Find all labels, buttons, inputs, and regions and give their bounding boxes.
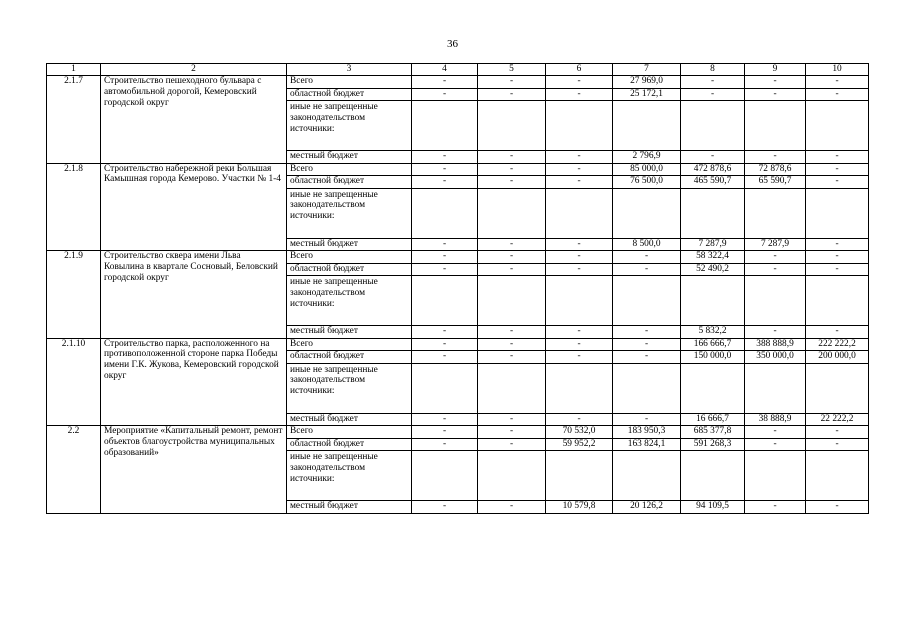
value-cell: - [681,76,745,89]
value-cell: - [806,76,869,89]
budget-table [46,63,869,514]
empty-cell [412,363,478,413]
column-header: 5 [478,64,546,76]
value-cell: - [412,413,478,426]
value-cell: 166 666,7 [681,338,745,351]
value-cell: - [546,151,613,164]
empty-cell [546,276,613,326]
value-cell: 5 832,2 [681,326,745,339]
value-cell: 222 222,2 [806,338,869,351]
value-cell: 465 590,7 [681,176,745,189]
value-cell: - [478,151,546,164]
empty-cell [745,451,806,501]
value-cell: - [412,426,478,439]
empty-cell [681,451,745,501]
value-cell: 59 952,2 [546,438,613,451]
value-cell: 200 000,0 [806,351,869,364]
column-header: 9 [745,64,806,76]
value-cell: - [806,88,869,101]
value-cell: 8 500,0 [613,238,681,251]
empty-cell [681,101,745,151]
value-cell: - [412,326,478,339]
value-cell: - [806,263,869,276]
item-name: Строительство сквера имени Льва Ковылина в квартале Сосновый, Беловский городской округ [101,251,287,339]
value-cell: - [613,413,681,426]
value-cell: - [745,426,806,439]
item-code: 2.1.7 [47,76,101,164]
value-cell: 85 000,0 [613,163,681,176]
empty-cell [412,188,478,238]
value-cell: 22 222,2 [806,413,869,426]
value-cell: - [745,501,806,514]
item-name: Мероприятие «Капитальный ремонт, ремонт объектов благоустройства муниципальных образований» [101,426,287,514]
value-cell: 183 950,3 [613,426,681,439]
column-header: 10 [806,64,869,76]
empty-cell [745,101,806,151]
value-cell: - [478,351,546,364]
value-cell: - [806,251,869,264]
empty-cell [412,101,478,151]
column-header: 2 [101,64,287,76]
empty-cell [681,188,745,238]
source-label: местный бюджет [287,238,412,251]
page-number: 36 [447,38,458,50]
value-cell: - [412,438,478,451]
value-cell: - [478,501,546,514]
value-cell: 25 172,1 [613,88,681,101]
source-label: местный бюджет [287,501,412,514]
value-cell: - [412,151,478,164]
source-label: Всего [287,251,412,264]
empty-cell [546,451,613,501]
value-cell: - [478,76,546,89]
source-label: иные не запрещенные законодательством источники: [287,276,412,326]
column-header: 8 [681,64,745,76]
value-cell: - [546,263,613,276]
value-cell: - [546,238,613,251]
value-cell: 7 287,9 [745,238,806,251]
value-cell: 150 000,0 [681,351,745,364]
table-row [47,163,869,176]
value-cell: 52 490,2 [681,263,745,276]
value-cell: 70 532,0 [546,426,613,439]
source-label: иные не запрещенные законодательством источники: [287,363,412,413]
value-cell: 20 126,2 [613,501,681,514]
empty-cell [546,188,613,238]
value-cell: - [806,326,869,339]
value-cell: - [806,176,869,189]
empty-cell [478,188,546,238]
value-cell: - [412,338,478,351]
source-label: местный бюджет [287,151,412,164]
value-cell: - [806,501,869,514]
table-body [47,64,869,514]
value-cell: - [745,326,806,339]
empty-cell [806,451,869,501]
item-name: Строительство пешеходного бульвара с автомобильной дорогой, Кемеровский городской округ [101,76,287,164]
empty-cell [745,276,806,326]
item-code: 2.1.9 [47,251,101,339]
value-cell: - [478,413,546,426]
value-cell: 65 590,7 [745,176,806,189]
value-cell: 38 888,9 [745,413,806,426]
empty-cell [745,363,806,413]
empty-cell [806,188,869,238]
empty-cell [478,276,546,326]
empty-cell [806,276,869,326]
empty-cell [613,101,681,151]
empty-cell [613,363,681,413]
value-cell: - [478,251,546,264]
value-cell: - [412,351,478,364]
value-cell: - [478,263,546,276]
value-cell: - [806,238,869,251]
value-cell: 685 377,8 [681,426,745,439]
value-cell: - [681,151,745,164]
value-cell: - [412,163,478,176]
source-label: местный бюджет [287,413,412,426]
value-cell: 72 878,6 [745,163,806,176]
value-cell: - [412,76,478,89]
source-label: Всего [287,426,412,439]
empty-cell [681,363,745,413]
value-cell: - [412,238,478,251]
value-cell: - [806,151,869,164]
empty-cell [806,101,869,151]
empty-cell [546,101,613,151]
value-cell: - [478,326,546,339]
empty-cell [681,276,745,326]
source-label: областной бюджет [287,351,412,364]
item-name: Строительство парка, расположенного на противоположенной стороне парка Победы имени Г.К. Жукова, Кемеровский городской округ [101,338,287,426]
value-cell: 16 666,7 [681,413,745,426]
value-cell: 94 109,5 [681,501,745,514]
empty-cell [412,276,478,326]
empty-cell [806,363,869,413]
value-cell: - [806,438,869,451]
value-cell: - [546,163,613,176]
value-cell: - [478,238,546,251]
value-cell: 163 824,1 [613,438,681,451]
source-label: областной бюджет [287,176,412,189]
value-cell: - [478,438,546,451]
value-cell: - [745,88,806,101]
value-cell: - [613,351,681,364]
value-cell: - [745,263,806,276]
column-header: 7 [613,64,681,76]
item-code: 2.2 [47,426,101,514]
value-cell: 591 268,3 [681,438,745,451]
value-cell: - [546,76,613,89]
value-cell: - [412,501,478,514]
value-cell: - [412,263,478,276]
value-cell: - [412,88,478,101]
table-row [47,338,869,351]
empty-cell [478,363,546,413]
value-cell: - [613,251,681,264]
value-cell: 350 000,0 [745,351,806,364]
source-label: Всего [287,163,412,176]
value-cell: - [478,88,546,101]
value-cell: - [478,163,546,176]
empty-cell [613,276,681,326]
value-cell: - [546,88,613,101]
value-cell: - [412,251,478,264]
source-label: иные не запрещенные законодательством источники: [287,451,412,501]
value-cell: - [806,163,869,176]
value-cell: - [478,338,546,351]
source-label: областной бюджет [287,88,412,101]
value-cell: 27 969,0 [613,76,681,89]
value-cell: - [546,351,613,364]
value-cell: 472 878,6 [681,163,745,176]
column-header: 3 [287,64,412,76]
item-name: Строительство набережной реки Большая Камышная города Кемерово. Участки № 1-4 [101,163,287,251]
empty-cell [412,451,478,501]
value-cell: - [478,176,546,189]
source-label: иные не запрещенные законодательством источники: [287,101,412,151]
empty-cell [478,451,546,501]
empty-cell [745,188,806,238]
value-cell: - [546,413,613,426]
item-code: 2.1.10 [47,338,101,426]
value-cell: 2 796,9 [613,151,681,164]
value-cell: 388 888,9 [745,338,806,351]
source-label: Всего [287,76,412,89]
source-label: иные не запрещенные законодательством источники: [287,188,412,238]
value-cell: - [546,176,613,189]
value-cell: - [745,151,806,164]
value-cell: - [681,88,745,101]
empty-cell [478,101,546,151]
value-cell: - [613,326,681,339]
value-cell: - [745,76,806,89]
source-label: Всего [287,338,412,351]
value-cell: 10 579,8 [546,501,613,514]
table-row [47,426,869,439]
value-cell: - [478,426,546,439]
value-cell: 58 322,4 [681,251,745,264]
empty-cell [613,188,681,238]
value-cell: - [546,251,613,264]
column-header: 4 [412,64,478,76]
value-cell: - [806,426,869,439]
column-header: 6 [546,64,613,76]
source-label: областной бюджет [287,263,412,276]
empty-cell [546,363,613,413]
item-code: 2.1.8 [47,163,101,251]
source-label: областной бюджет [287,438,412,451]
column-header: 1 [47,64,101,76]
value-cell: - [412,176,478,189]
value-cell: - [546,338,613,351]
table-row [47,76,869,89]
value-cell: 7 287,9 [681,238,745,251]
header-row [47,64,869,76]
value-cell: 76 500,0 [613,176,681,189]
value-cell: - [745,438,806,451]
value-cell: - [613,263,681,276]
table-row [47,251,869,264]
value-cell: - [745,251,806,264]
value-cell: - [546,326,613,339]
value-cell: - [613,338,681,351]
empty-cell [613,451,681,501]
source-label: местный бюджет [287,326,412,339]
